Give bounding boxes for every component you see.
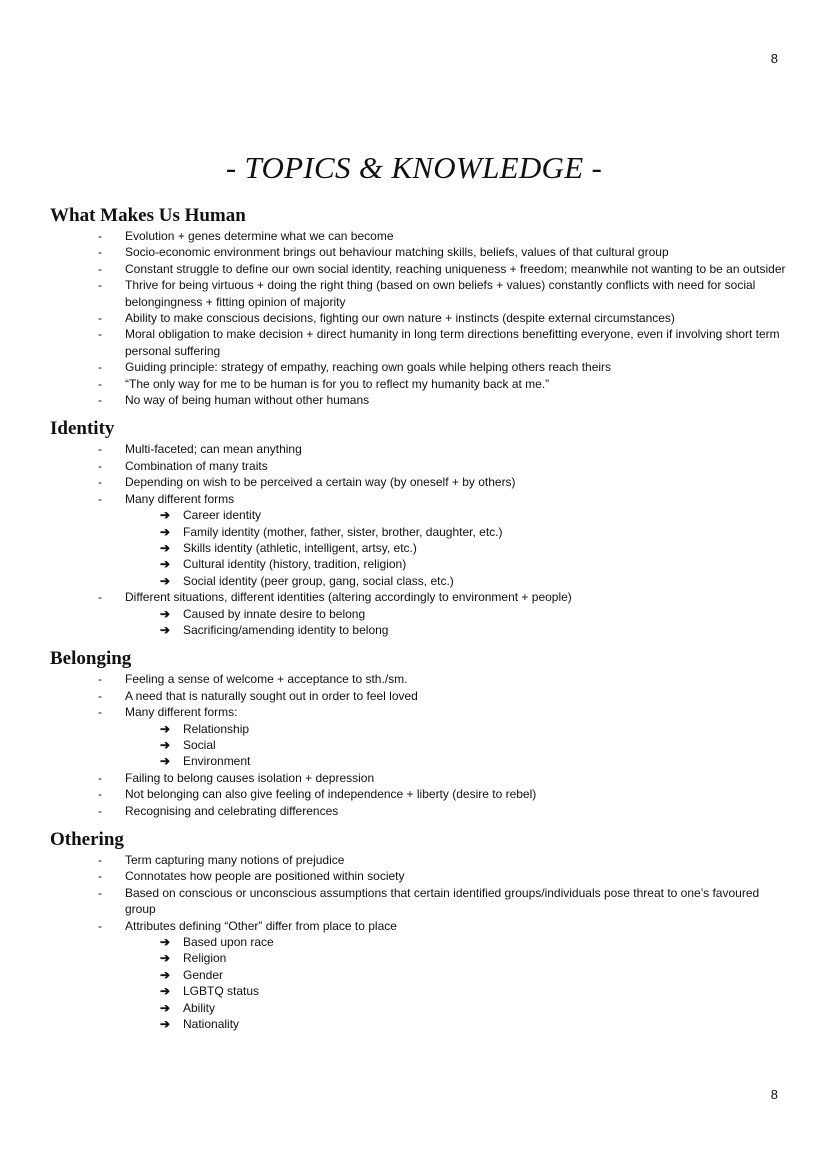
dash-bullet-icon: - (98, 918, 102, 933)
bullet-item (50, 474, 790, 490)
section-heading: Belonging (50, 648, 132, 670)
bullet-text: Combination of many traits (125, 458, 268, 473)
sub-list (125, 507, 790, 589)
dash-bullet-icon: - (98, 245, 102, 260)
sub-item (125, 1016, 790, 1032)
section-belonging (50, 648, 790, 819)
section-heading: Othering (50, 829, 124, 850)
sub-item-text: Based upon race (183, 935, 274, 950)
bullet-item (50, 918, 790, 1033)
sub-item (125, 622, 790, 638)
sub-item-text: Religion (183, 951, 227, 966)
sub-item (125, 737, 790, 753)
dash-bullet-icon: - (98, 853, 102, 867)
dash-bullet-icon: - (98, 311, 102, 326)
bullet-text: “The only way for me to be human is for you to reflect my humanity back at me.” (125, 376, 550, 391)
dash-bullet-icon: - (98, 261, 102, 276)
section-what-makes-us-human (50, 205, 790, 408)
bullet-item (50, 786, 790, 802)
sub-item (125, 1000, 790, 1016)
bullet-item (50, 704, 790, 770)
arrow-right-icon: ➔ (160, 606, 171, 621)
bullet-text: Failing to belong causes isolation + depression (125, 770, 375, 785)
dash-bullet-icon: - (98, 869, 102, 884)
sub-item-text: Career identity (183, 508, 262, 523)
arrow-right-icon: ➔ (160, 1017, 171, 1032)
bullet-item (50, 491, 790, 589)
bullet-text: Multi-faceted; can mean anything (125, 442, 302, 457)
bullet-text: Moral obligation to make decision + direct humanity in long term directions benefitting everyone, even if involving short term personal suffering (125, 327, 780, 358)
bullet-text: Connotates how people are positioned within society (125, 869, 405, 884)
sub-item-text: Gender (183, 967, 224, 982)
bullet-text: Recognising and celebrating differences (125, 803, 339, 818)
sub-item (125, 950, 790, 966)
sub-item (125, 540, 790, 556)
dash-bullet-icon: - (98, 787, 102, 802)
bullet-item (50, 885, 790, 918)
sub-item (125, 721, 790, 737)
bullet-item (50, 376, 790, 392)
sub-item-text: Ability (183, 1000, 216, 1015)
sub-list (125, 606, 790, 639)
bullet-item (50, 770, 790, 786)
bullet-text: No way of being human without other humans (125, 393, 370, 408)
bullet-list (50, 228, 790, 408)
bullet-text: Many different forms: (125, 705, 238, 720)
dash-bullet-icon: - (98, 360, 102, 375)
dash-bullet-icon: - (98, 393, 102, 408)
bullet-item (50, 688, 790, 704)
arrow-right-icon: ➔ (160, 557, 171, 572)
dash-bullet-icon: - (98, 803, 102, 818)
bullet-item (50, 326, 790, 359)
arrow-right-icon: ➔ (160, 1000, 171, 1015)
sub-item (125, 524, 790, 540)
bullet-item (50, 392, 790, 408)
arrow-right-icon: ➔ (160, 737, 171, 752)
bullet-text: Term capturing many notions of prejudice (125, 853, 345, 867)
sub-item-text: Skills identity (athletic, intelligent, artsy, etc.) (183, 540, 417, 555)
bullet-text: Different situations, different identities (altering accordingly to environment + people) (125, 590, 572, 605)
dash-bullet-icon: - (98, 770, 102, 785)
bullet-list (50, 441, 790, 638)
dash-bullet-icon: - (98, 458, 102, 473)
sub-item (125, 967, 790, 983)
bullet-item (50, 852, 790, 868)
sub-list (125, 721, 790, 770)
arrow-right-icon: ➔ (160, 540, 171, 555)
bullet-text: Guiding principle: strategy of empathy, reaching own goals while helping others reach theirs (125, 360, 612, 375)
dash-bullet-icon: - (98, 376, 102, 391)
arrow-right-icon: ➔ (160, 622, 171, 637)
arrow-right-icon: ➔ (160, 984, 171, 999)
dash-bullet-icon: - (98, 885, 102, 900)
sub-item-text: Relationship (183, 721, 250, 736)
dash-bullet-icon: - (98, 475, 102, 490)
section-identity (50, 418, 790, 638)
bullet-text: A need that is naturally sought out in order to feel loved (125, 688, 418, 703)
document-body (50, 205, 790, 1042)
bullet-item (50, 359, 790, 375)
page-number-top: 8 (770, 51, 778, 66)
section-heading: What Makes Us Human (50, 205, 246, 226)
bullet-item (50, 868, 790, 884)
bullet-text: Depending on wish to be perceived a certain way (by oneself + by others) (125, 475, 516, 490)
sub-item (125, 556, 790, 572)
dash-bullet-icon: - (98, 705, 102, 720)
bullet-list (50, 852, 790, 1032)
sub-item-text: Social identity (peer group, gang, social class, etc.) (183, 573, 454, 588)
bullet-text: Thrive for being virtuous + doing the right thing (based on own beliefs + values) constantly conflicts with need for social belongingness + fitting opinion of majority (125, 278, 756, 309)
sub-item-text: LGBTQ status (183, 984, 260, 999)
section-heading: Identity (50, 418, 115, 440)
arrow-right-icon: ➔ (160, 967, 171, 982)
arrow-right-icon: ➔ (160, 508, 171, 523)
bullet-text: Many different forms (125, 491, 235, 506)
bullet-text: Based on conscious or unconscious assumptions that certain identified groups/individuals pose threat to one’s favoured group (125, 885, 760, 917)
section-othering (50, 829, 790, 1032)
bullet-item (50, 261, 790, 277)
bullet-item (50, 671, 790, 687)
dash-bullet-icon: - (98, 327, 102, 342)
dash-bullet-icon: - (98, 229, 102, 243)
bullet-list (50, 671, 790, 819)
sub-item-text: Family identity (mother, father, sister, brother, daughter, etc.) (183, 524, 503, 539)
arrow-right-icon: ➔ (160, 951, 171, 966)
bullet-text: Not belonging can also give feeling of independence + liberty (desire to rebel) (125, 787, 537, 802)
bullet-item (50, 589, 790, 638)
bullet-text: Attributes defining “Other” differ from place to place (125, 918, 397, 933)
bullet-text: Constant struggle to define our own social identity, reaching uniqueness + freedom; meanwhile not wanting to be an outsider (125, 261, 786, 276)
bullet-item (50, 458, 790, 474)
sub-item (125, 934, 790, 950)
sub-item (125, 753, 790, 769)
dash-bullet-icon: - (98, 278, 102, 293)
dash-bullet-icon: - (98, 672, 102, 687)
sub-item (125, 507, 790, 523)
bullet-text: Ability to make conscious decisions, fighting our own nature + instincts (despite external circumstances) (125, 311, 675, 326)
sub-item-text: Sacrificing/amending identity to belong (183, 622, 389, 637)
bullet-item (50, 310, 790, 326)
bullet-item (50, 228, 790, 244)
bullet-text: Feeling a sense of welcome + acceptance to sth./sm. (125, 672, 408, 687)
sub-item-text: Social (183, 737, 216, 752)
sub-item-text: Caused by innate desire to belong (183, 606, 366, 621)
sub-item-text: Environment (183, 754, 251, 769)
bullet-item (50, 803, 790, 819)
page-title: - TOPICS & KNOWLEDGE - (225, 150, 603, 185)
bullet-text: Evolution + genes determine what we can become (125, 229, 394, 243)
sub-item-text: Cultural identity (history, tradition, religion) (183, 557, 407, 572)
dash-bullet-icon: - (98, 442, 102, 457)
dash-bullet-icon: - (98, 590, 102, 605)
bullet-item (50, 244, 790, 260)
sub-item (125, 573, 790, 589)
arrow-right-icon: ➔ (160, 721, 171, 736)
sub-item-text: Nationality (183, 1017, 240, 1032)
arrow-right-icon: ➔ (160, 754, 171, 769)
bullet-item (50, 277, 790, 310)
bullet-text: Socio-economic environment brings out behaviour matching skills, beliefs, values of that cultural group (125, 245, 669, 260)
arrow-right-icon: ➔ (160, 935, 171, 950)
dash-bullet-icon: - (98, 491, 102, 506)
page-number-bottom: 8 (770, 1087, 778, 1102)
bullet-item (50, 441, 790, 457)
sub-list (125, 934, 790, 1032)
arrow-right-icon: ➔ (160, 524, 171, 539)
dash-bullet-icon: - (98, 688, 102, 703)
sub-item (125, 983, 790, 999)
arrow-right-icon: ➔ (160, 573, 171, 588)
sub-item (125, 606, 790, 622)
